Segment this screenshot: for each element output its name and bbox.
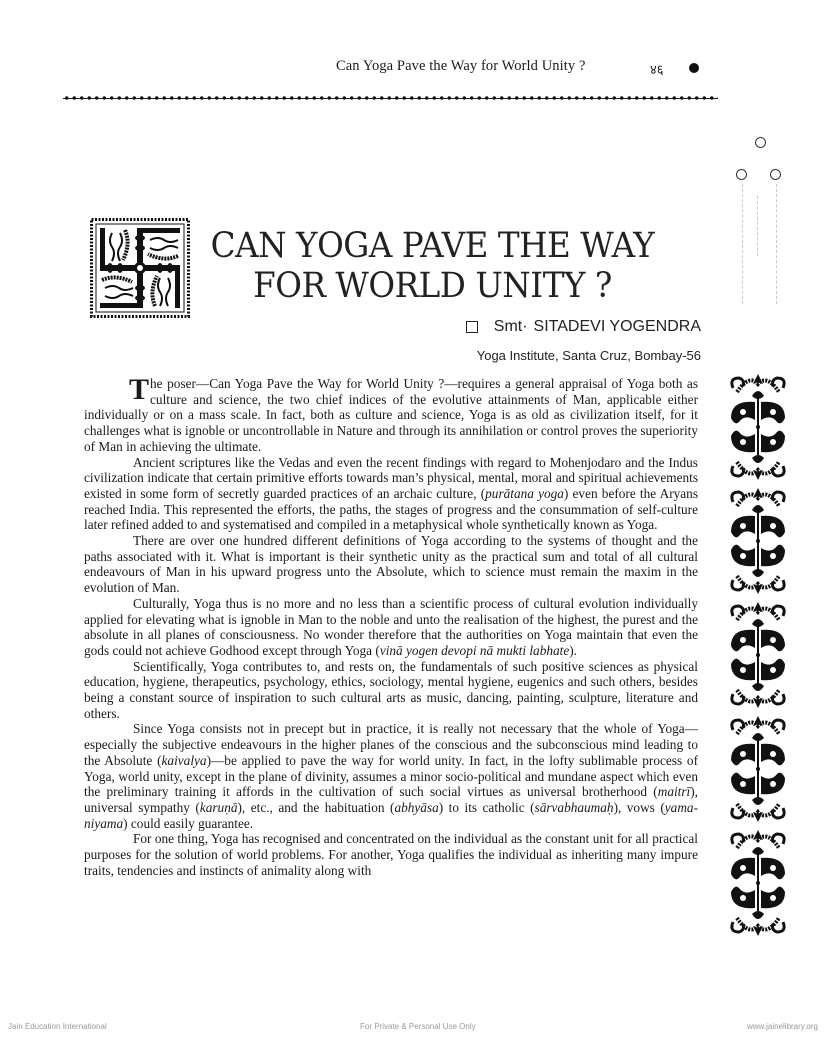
sanskrit-term: sārvabhaumaḥ bbox=[534, 799, 614, 815]
paragraph-text: ), universal sympathy ( bbox=[84, 784, 698, 815]
author-byline bbox=[466, 318, 701, 336]
sanskrit-term: vinā yogen devopi nā mukti labhate bbox=[379, 642, 570, 658]
paragraph-4 bbox=[84, 596, 698, 659]
square-bullet-icon bbox=[466, 321, 478, 333]
floral-ornament-icon bbox=[727, 828, 789, 938]
sanskrit-term: purātana yoga bbox=[485, 485, 564, 501]
article-body bbox=[84, 373, 699, 879]
article-title bbox=[200, 226, 665, 306]
paragraph-text: ), vows ( bbox=[613, 799, 665, 815]
floral-ornament-icon bbox=[727, 600, 789, 710]
sanskrit-term: kaivalya bbox=[161, 752, 207, 768]
author-affiliation: Yoga Institute, Santa Cruz, Bombay-56 bbox=[476, 348, 701, 363]
paragraph-text: )—be applied to pave the way for world unity. In fact, in the lofty sublimable process of Yoga, world unity, except in the plane of divinity, assumes a minor socio-political and mundane aspect which even the preliminary training it affords in the cultivation of such social virtues as universal brotherhood ( bbox=[84, 752, 699, 800]
paragraph-text: ) to its catholic ( bbox=[438, 799, 535, 815]
paragraph-1 bbox=[84, 373, 698, 455]
author-prefix: Smt· bbox=[493, 318, 528, 335]
footer-left: Jain Education International bbox=[8, 1022, 107, 1031]
paragraph-2 bbox=[84, 455, 698, 534]
sanskrit-term: maitrī bbox=[657, 784, 691, 800]
swastika-emblem-icon bbox=[90, 218, 190, 318]
paragraph-5: Scientifically, Yoga contributes to, and rests on, the fundamentals of such positive sciences as physical education, hygiene, therapeutics, psychology, ethics, sociology, mental hygiene, eugenics and such others, besides being a constant source of inspiration to such cultural arts as music, dancing, painting, sculpture, literature and others. bbox=[84, 658, 698, 721]
paragraph-text: ) could easily guarantee. bbox=[123, 815, 254, 831]
bullet-dot-icon bbox=[689, 63, 699, 73]
paragraph-text: Since Yoga consists not in precept but in practice, it is really not necessary that the whole of Yoga—especially the subjective endeavours in the higher planes of the conscious and the subconscious mind leading to the Absolute ( bbox=[84, 721, 698, 768]
paragraph-text: ), etc., and the habituation ( bbox=[237, 799, 395, 815]
title-line-1: CAN YOGA PAVE THE WAY bbox=[210, 226, 655, 266]
ornament-strip bbox=[727, 372, 789, 942]
paragraph-6 bbox=[84, 721, 698, 831]
footer-center: For Private & Personal Use Only bbox=[360, 1022, 476, 1031]
paragraph-7: For one thing, Yoga has recognised and concentrated on the individual as the constant unit for all practical purposes for the solution of world problems. For another, Yoga qualifies the individual as inheriting many impure traits, tendencies and instincts of animality along with bbox=[84, 831, 698, 878]
dotted-rule-divider bbox=[63, 96, 718, 100]
binder-hole-icon bbox=[755, 137, 766, 148]
floral-ornament-icon bbox=[727, 372, 789, 482]
paragraph-text: ). bbox=[569, 642, 578, 658]
paragraph-3: There are over one hundred different definitions of Yoga according to the systems of thought and the paths associated with it. What is important is their synthetic unity as the practical sum and total of all cultural endeavours of Man in his upward progress unto the Absolute, which to science must remain the maxim in the evolution of Man. bbox=[84, 533, 698, 596]
margin-dash-line bbox=[776, 184, 778, 304]
margin-dash-line bbox=[757, 196, 759, 256]
sanskrit-term: yama-niyama bbox=[84, 799, 698, 831]
page-number: ४६ bbox=[650, 62, 664, 77]
paragraph-text: ) even before the Aryans reached India. This represented the efforts, the paths, the stages of progress and the consummation of self-culture later refined added to and systematised and compiled in a metaphysical whole synthetically known as Yoga. bbox=[84, 485, 699, 533]
paragraph-text: Culturally, Yoga thus is no more and no less than a scientific process of cultural evolution individually applied for elevating what is ignoble in Man to the noble and unto the realisation of the highest, the purest and the absolute in all planes of consciousness. No wonder therefore that the authorities on Yoga maintain that even the gods could not achieve Godhood except through Yoga ( bbox=[84, 595, 698, 658]
binder-hole-icon bbox=[770, 169, 781, 180]
running-head-title: Can Yoga Pave the Way for World Unity ? bbox=[336, 58, 586, 74]
margin-dash-line bbox=[742, 184, 744, 304]
footer-right-link[interactable]: www.jainelibrary.org bbox=[747, 1022, 818, 1031]
title-line-2: FOR WORLD UNITY ? bbox=[253, 266, 612, 306]
sanskrit-term: karuṇā bbox=[199, 799, 238, 815]
sanskrit-term: abhyāsa bbox=[394, 799, 439, 815]
drop-cap: T bbox=[129, 373, 150, 406]
paragraph-text: Ancient scriptures like the Vedas and even the recent findings with regard to Mohenjodaro and the Indus civilization indicate that certain primitive efforts towards man’s physical, mental, moral and spiritual achievements existed in some form of secretly guarded practices of an archaic culture, ( bbox=[84, 454, 698, 501]
floral-ornament-icon bbox=[727, 714, 789, 824]
paragraph-text: he poser—Can Yoga Pave the Way for World Unity ?—requires a general appraisal of Yoga both as culture and science, the two chief indices of the evolutive attainments of Man, applicable either individually or on a mass scale. In fact, both as culture and science, Yoga is as old as civilization itself, for it challenges what is ignoble or uncontrollable in Nature and through its annihilation or control proves the superiority of Man in achieving the ultimate. bbox=[84, 376, 698, 454]
author-name: SITADEVI YOGENDRA bbox=[533, 318, 701, 335]
floral-ornament-icon bbox=[727, 486, 789, 596]
binder-hole-icon bbox=[736, 169, 747, 180]
